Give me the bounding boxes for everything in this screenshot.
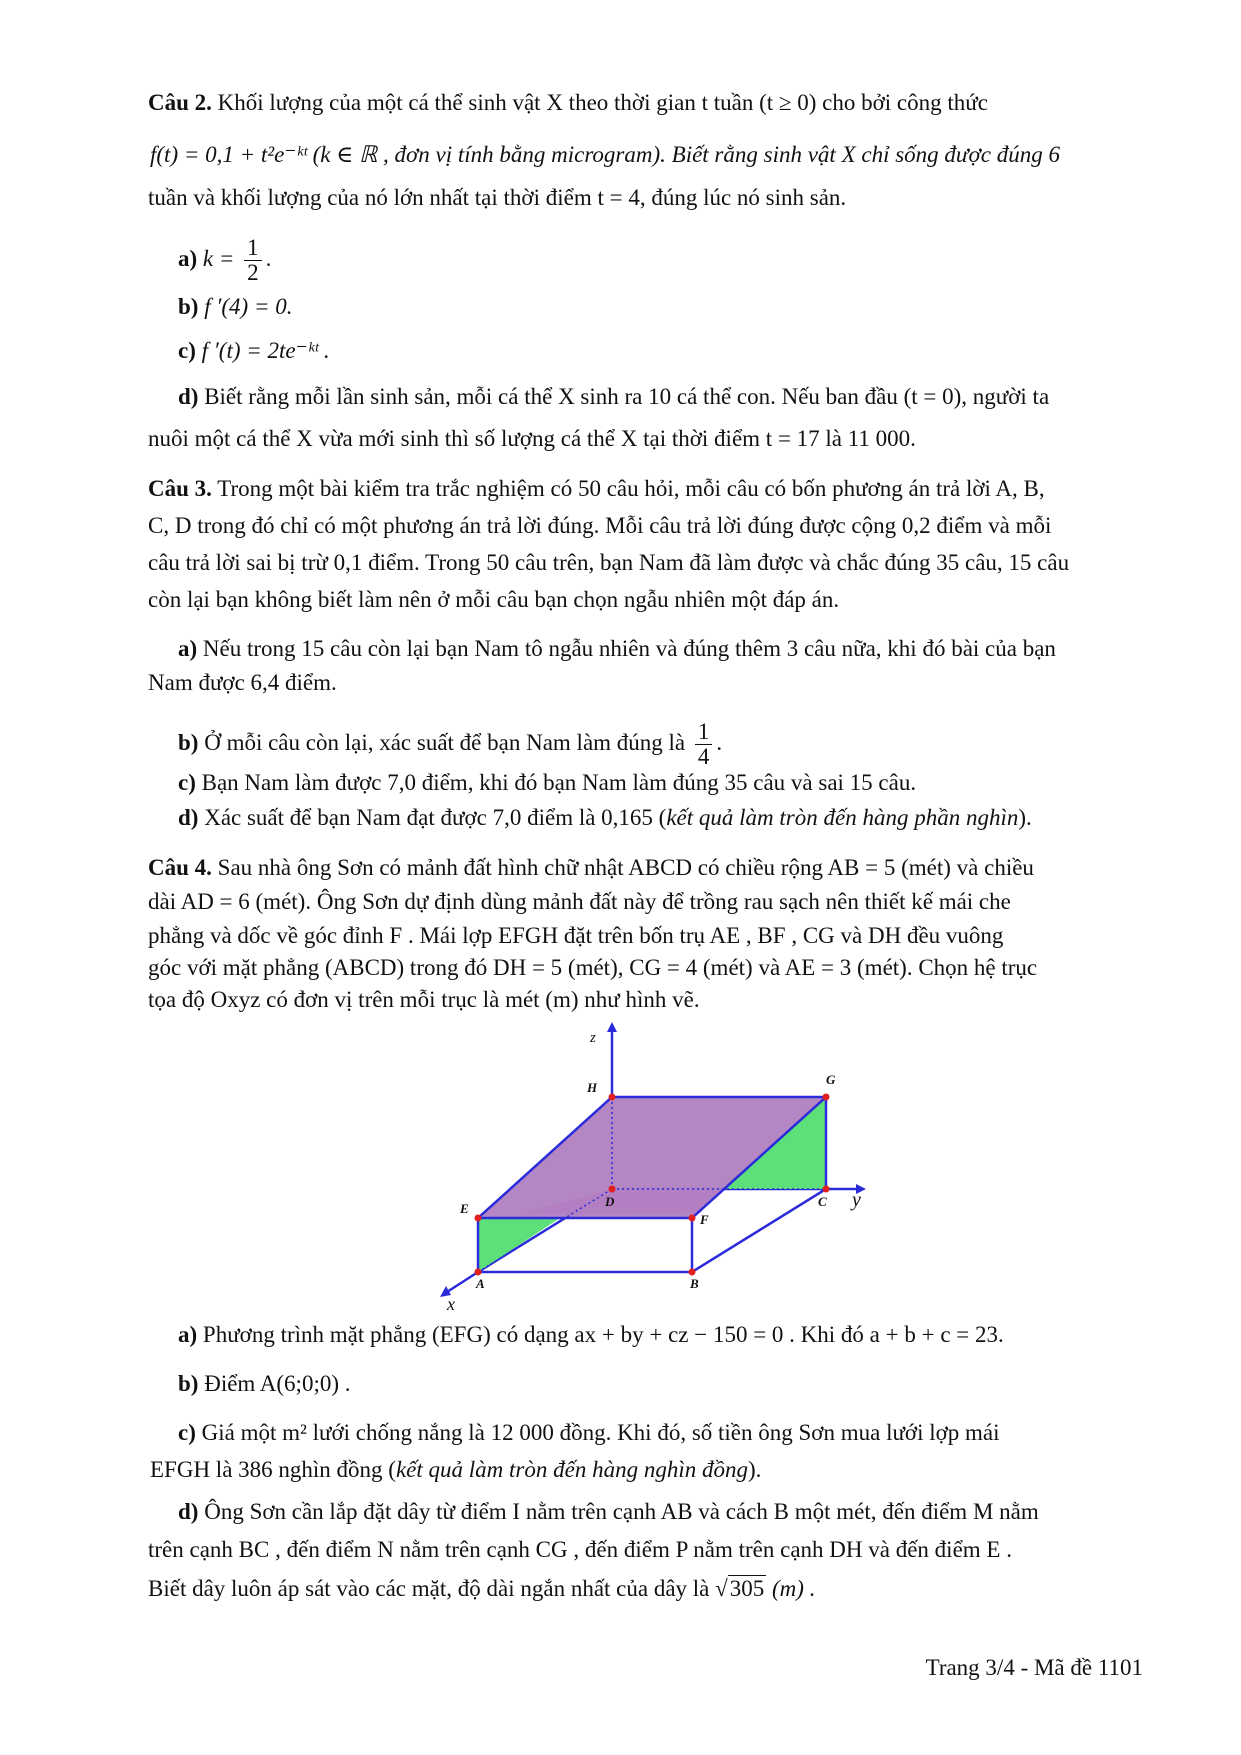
page-footer: Trang 3/4 - Mã đề 1101	[925, 1655, 1143, 1680]
q3-heading: Câu 3.	[148, 476, 212, 501]
q2-heading: Câu 2.	[148, 90, 212, 115]
q2-option-d-line-2: nuôi một cá thể X vừa mới sinh thì số lượng cá thể X tại thời điểm t = 17 là 11 000.	[148, 426, 916, 451]
q2-option-b: b) f ′(4) = 0.	[178, 294, 293, 319]
q2-line-2: f(t) = 0,1 + t²e⁻ᵏᵗ (k ∈ ℝ , đơn vị tính bằng microgram). Biết rằng sinh vật X chỉ sống được đúng 6	[150, 142, 1060, 167]
label-F: F	[700, 1212, 709, 1227]
q2-option-d-line-1: d) Biết rằng mỗi lần sinh sản, mỗi cá thể X sinh ra 10 cá thể con. Nếu ban đầu (t = 0), người ta	[178, 384, 1050, 409]
fraction-one-half: $\frac{1}{2}$	[244, 236, 262, 285]
label-B: B	[690, 1276, 699, 1291]
q3-line-1: Câu 3. Trong một bài kiểm tra trắc nghiệm có 50 câu hỏi, mỗi câu có bốn phương án trả lời A, B,	[148, 476, 1045, 501]
roof-3d-figure	[430, 1020, 870, 1320]
q4-option-c-line-1: c) Giá một m² lưới chống nắng là 12 000 đồng. Khi đó, số tiền ông Sơn mua lưới lợp mái	[178, 1420, 1000, 1445]
q4-line-2: dài AD = 6 (mét). Ông Sơn dự định dùng mảnh đất này để trồng rau sạch nên thiết kế mái che	[148, 889, 1011, 914]
label-A: A	[476, 1276, 485, 1291]
q3-option-a-line-1: a) Nếu trong 15 câu còn lại bạn Nam tô ngẫu nhiên và đúng thêm 3 câu nữa, khi đó bài của bạn	[178, 636, 1056, 661]
label-y: y	[852, 1189, 861, 1211]
q4-line-3: phẳng và dốc về góc đỉnh F . Mái lợp EFGH đặt trên bốn trụ AE , BF , CG và DH đều vuông	[148, 923, 1004, 948]
q4-line-5: tọa độ Oxyz có đơn vị trên mỗi trục là mét (m) như hình vẽ.	[148, 987, 700, 1012]
q2-option-c: c) f ′(t) = 2te⁻ᵏᵗ .	[178, 338, 330, 363]
label-x: x	[447, 1294, 455, 1314]
label-z: z	[590, 1030, 596, 1046]
sqrt-value: 305	[729, 1576, 765, 1601]
label-C: C	[818, 1194, 827, 1209]
q4-option-a: a) Phương trình mặt phẳng (EFG) có dạng ax + by + cz − 150 = 0 . Khi đó a + b + c = 23.	[178, 1322, 1004, 1347]
q2-option-a: a) k = $\frac{1}{2}$ .	[178, 235, 272, 285]
label-G: G	[826, 1072, 836, 1087]
q3-line-2: C, D trong đó chỉ có một phương án trả lời đúng. Mỗi câu trả lời đúng được cộng 0,2 điểm và mỗi	[148, 513, 1052, 538]
q4-option-d-line-2: trên cạnh BC , đến điểm N nằm trên cạnh CG , đến điểm P nằm trên cạnh DH và đến điểm E .	[148, 1537, 1012, 1562]
q4-heading: Câu 4.	[148, 855, 212, 880]
q4-option-d-line-3: Biết dây luôn áp sát vào các mặt, độ dài ngắn nhất của dây là √305 (m) .	[148, 1576, 816, 1601]
q3-line-4: còn lại bạn không biết làm nên ở mỗi câu bạn chọn ngẫu nhiên một đáp án.	[148, 587, 840, 612]
q4-option-c-line-2: EFGH là 386 nghìn đồng (kết quả làm tròn đến hàng nghìn đồng).	[150, 1457, 762, 1482]
q3-option-a-line-2: Nam được 6,4 điểm.	[148, 670, 337, 695]
x-axis	[447, 1272, 478, 1292]
label-H: H	[587, 1080, 598, 1095]
q4-line-1: Câu 4. Sau nhà ông Sơn có mảnh đất hình chữ nhật ABCD có chiều rộng AB = 5 (mét) và chiều	[148, 855, 1034, 880]
q4-line-4: góc với mặt phẳng (ABCD) trong đó DH = 5 (mét), CG = 4 (mét) và AE = 3 (mét). Chọn hệ trục	[148, 955, 1038, 980]
fraction-one-quarter: $\frac{1}{4}$	[695, 720, 713, 769]
q3-option-b: b) Ở mỗi câu còn lại, xác suất để bạn Nam làm đúng là $\frac{1}{4}$ .	[178, 719, 723, 769]
q2-line-3: tuần và khối lượng của nó lớn nhất tại thời điểm t = 4, đúng lúc nó sinh sản.	[148, 185, 847, 210]
q4-option-d-line-1: d) Ông Sơn cần lắp đặt dây từ điểm I nằm trên cạnh AB và cách B một mét, đến điểm M nằm	[178, 1499, 1039, 1524]
q3-option-d: d) Xác suất để bạn Nam đạt được 7,0 điểm là 0,165 (kết quả làm tròn đến hàng phần nghìn).	[178, 805, 1032, 830]
q2-line-1: Câu 2. Khối lượng của một cá thể sinh vật X theo thời gian t tuần (t ≥ 0) cho bởi công thức	[148, 90, 988, 115]
q4-option-b: b) Điểm A(6;0;0) .	[178, 1371, 351, 1396]
label-D: D	[605, 1194, 615, 1209]
label-E: E	[460, 1201, 469, 1216]
q3-option-c: c) Bạn Nam làm được 7,0 điểm, khi đó bạn Nam làm đúng 35 câu và sai 15 câu.	[178, 770, 917, 795]
q3-line-3: câu trả lời sai bị trừ 0,1 điểm. Trong 50 câu trên, bạn Nam đã làm được và chắc đúng 35 câu, 15 câu	[148, 550, 1070, 575]
